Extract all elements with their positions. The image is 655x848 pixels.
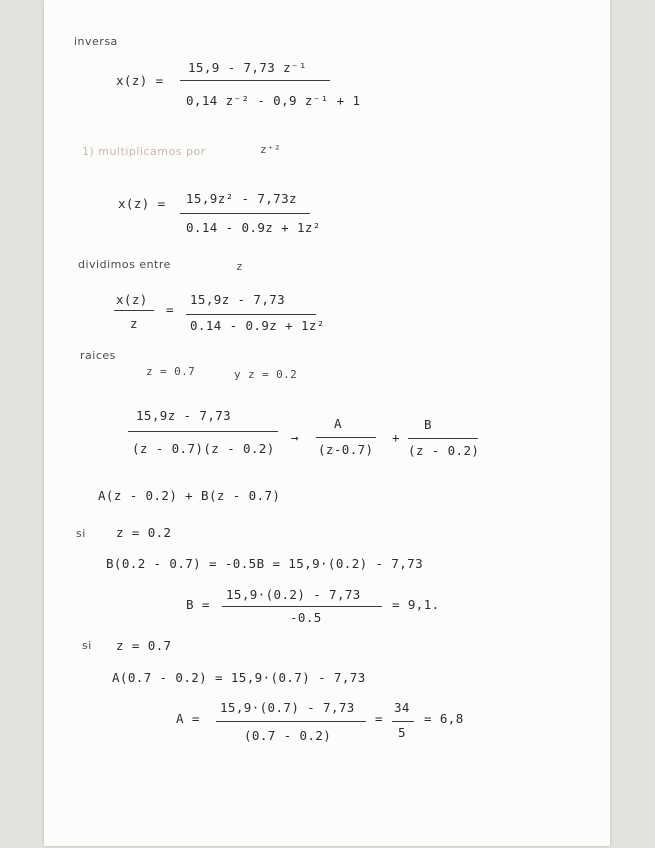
eq2-numerator: 15,9z² - 7,73z (186, 191, 297, 206)
case-a-frac-numerator: 34 (394, 700, 410, 715)
partial-a-numerator: A (334, 416, 342, 431)
case-a-result: = 6,8 (424, 711, 464, 726)
step1-factor: z⁺² (260, 143, 282, 156)
case-b-lhs: B = (186, 597, 210, 612)
root-2: y z = 0.2 (234, 368, 298, 381)
eq3-equals: = (166, 302, 174, 317)
heading-inversa: inversa (74, 35, 118, 48)
partial-denominator: (z - 0.7)(z - 0.2) (132, 441, 275, 456)
case-a-lhs: A = (176, 711, 200, 726)
case-a-si: si (82, 639, 92, 652)
step2-factor: z (236, 260, 244, 273)
eq2-denominator: 0.14 - 0.9z + 1z² (186, 220, 321, 235)
case-a-frac-bar (392, 721, 414, 722)
case-a-numerator: 15,9·(0.7) - 7,73 (220, 700, 355, 715)
eq3-lhs-numerator: x(z) (116, 292, 148, 307)
partial-b-numerator: B (424, 417, 432, 432)
eq3-fraction-bar (186, 314, 316, 315)
partial-a-denominator: (z-0.7) (318, 442, 374, 457)
eq1-lhs: x(z) = (116, 73, 164, 88)
combined-equation: A(z - 0.2) + B(z - 0.7) (98, 488, 281, 503)
case-b-result: = 9,1. (392, 597, 440, 612)
eq1-numerator: 15,9 - 7,73 z⁻¹ (188, 60, 307, 75)
case-a-denominator: (0.7 - 0.2) (244, 728, 332, 743)
eq2-lhs: x(z) = (118, 196, 166, 211)
eq3-denominator: 0.14 - 0.9z + 1z² (190, 318, 325, 333)
case-b-denominator: -0.5 (290, 610, 322, 625)
case-b-si: si (76, 527, 86, 540)
partial-fraction-bar (128, 431, 278, 432)
eq2-fraction-bar (180, 213, 310, 214)
case-a-equation: A(0.7 - 0.2) = 15,9·(0.7) - 7,73 (112, 670, 366, 685)
partial-b-denominator: (z - 0.2) (408, 443, 480, 458)
partial-numerator: 15,9z - 7,73 (136, 408, 232, 423)
step2-label: dividimos entre (78, 258, 171, 271)
partial-b-bar (408, 438, 478, 439)
case-a-fraction-bar (216, 721, 366, 722)
case-b-equation: B(0.2 - 0.7) = -0.5B = 15,9·(0.2) - 7,73 (106, 556, 424, 571)
eq3-numerator: 15,9z - 7,73 (190, 292, 286, 307)
case-a-frac-denominator: 5 (398, 725, 406, 740)
case-b-numerator: 15,9·(0.2) - 7,73 (226, 587, 361, 602)
case-a-condition: z = 0.7 (116, 638, 172, 653)
step1-label: 1) multiplicamos por (82, 145, 206, 158)
partial-plus: + (392, 430, 400, 445)
partial-a-bar (316, 437, 376, 438)
case-b-condition: z = 0.2 (116, 525, 172, 540)
case-b-fraction-bar (222, 606, 382, 607)
partial-arrow: → (291, 430, 299, 445)
eq3-lhs-denominator: z (130, 316, 138, 331)
eq3-lhs-bar (114, 310, 154, 311)
root-1: z = 0.7 (146, 365, 196, 378)
roots-label: raices (80, 349, 116, 362)
eq1-fraction-bar (180, 80, 330, 81)
case-a-mid-equals: = (375, 711, 383, 726)
eq1-denominator: 0,14 z⁻² - 0,9 z⁻¹ + 1 (186, 93, 361, 108)
paper-sheet (44, 0, 610, 846)
